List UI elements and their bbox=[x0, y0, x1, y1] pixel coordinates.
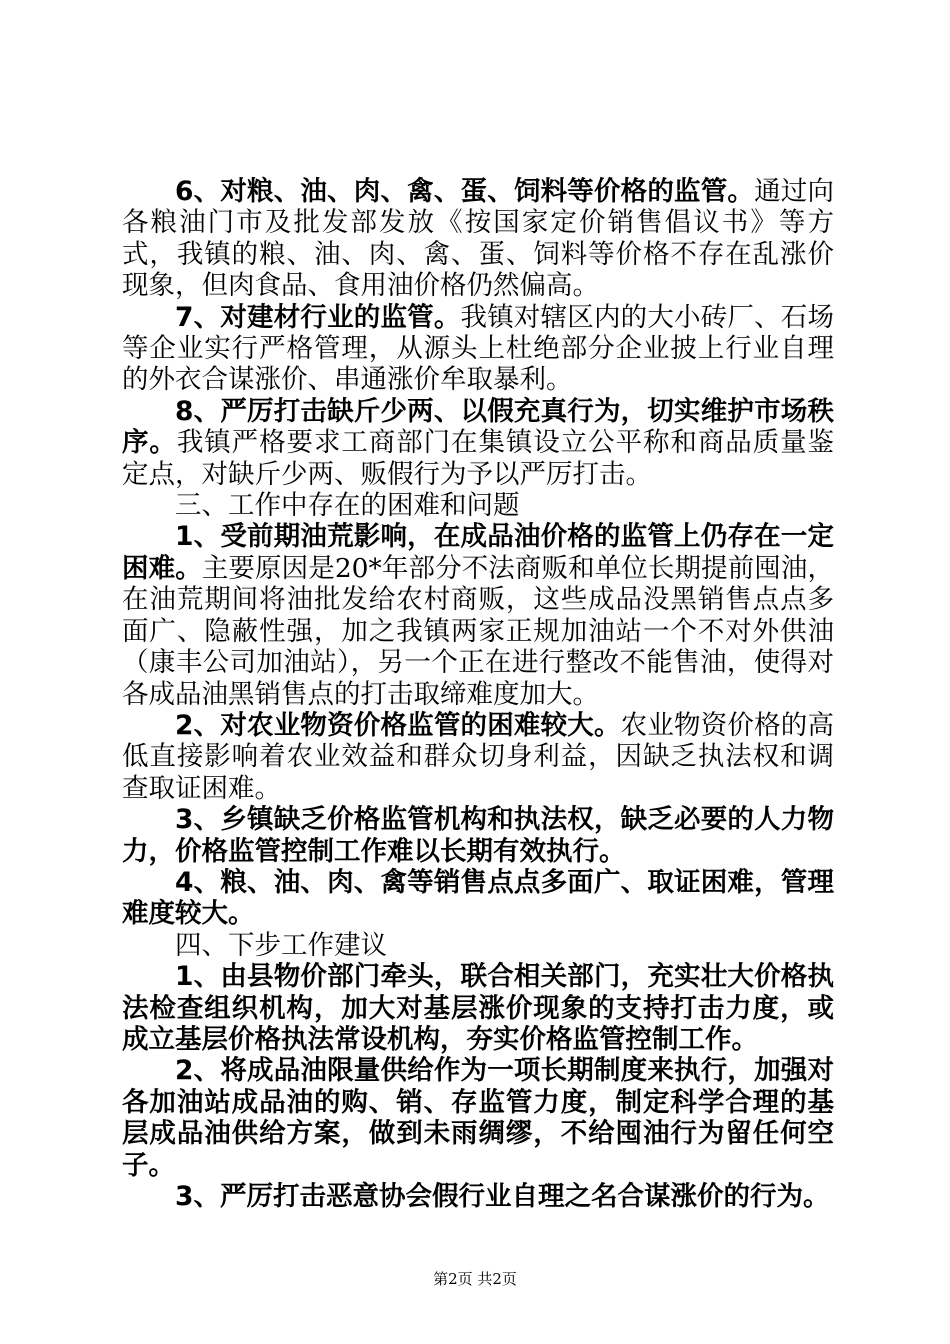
document-body bbox=[122, 176, 834, 1212]
paragraph-suggestion-2: 2、将成品油限量供给作为一项长期制度来执行，加强对各加油站成品油的购、销、存监管力度，制定科学合理的基层成品油供给方案，做到未雨绸缪，不给囤油行为留任何空子。 bbox=[122, 1055, 834, 1181]
paragraph-text: 主要原因是20*年部分不法商贩和单位长期提前囤油，在油荒期间将油批发给农村商贩，这些成品没黑销售点点多面广、隐蔽性强，加之我镇两家正规加油站一个不对外供油（康丰公司加油站），另一个正在进行整改不能售油，使得对各成品油黑销售点的打击取缔难度加大。 bbox=[122, 552, 834, 710]
paragraph-lead: 7、对建材行业的监管。 bbox=[175, 301, 461, 333]
paragraph-lead: 2、对农业物资价格监管的困难较大。 bbox=[175, 709, 621, 741]
paragraph-text: 我镇对辖区内的大小砖厂、石场等企业实行严格管理，从源头上杜绝部分企业披上行业自理的外衣合谋涨价、串通涨价牟取暴利。 bbox=[122, 301, 834, 396]
paragraph-agricultural-materials bbox=[122, 710, 834, 804]
paragraph-township-lacks-authority: 3、乡镇缺乏价格监管机构和执法权，缺乏必要的人力物力，价格监管控制工作难以长期有效执行。 bbox=[122, 804, 834, 867]
page-number-footer: 第2页 共2页 bbox=[433, 1270, 517, 1288]
paragraph-suggestion-1: 1、由县物价部门牵头，联合相关部门，充实壮大价格执法检查组织机构，加大对基层涨价现象的支持打击力度，或成立基层价格执法常设机构，夯实价格监管控制工作。 bbox=[122, 961, 834, 1055]
paragraph-suggestion-3: 3、严厉打击恶意协会假行业自理之名合谋涨价的行为。 bbox=[175, 1181, 830, 1212]
paragraph-lead: 1、受前期油荒影响，在成品油价格的监管上仍存在一定困难。 bbox=[122, 521, 834, 584]
paragraph-text: 我镇严格要求工商部门在集镇设立公平称和商品质量鉴定点，对缺斤少两、贩假行为予以严厉打击。 bbox=[122, 427, 835, 490]
section-heading-suggestions: 四、下步工作建议 bbox=[175, 929, 387, 961]
paragraph-lead: 8、严厉打击缺斤少两、以假充真行为，切实维护市场秩序。 bbox=[122, 395, 834, 459]
paragraph-grain-oil-supervision bbox=[122, 176, 834, 302]
section-heading-difficulties: 三、工作中存在的困难和问题 bbox=[175, 490, 520, 522]
paragraph-sales-points: 4、粮、油、肉、禽等销售点点多面广、取证困难，管理难度较大。 bbox=[122, 866, 834, 930]
paragraph-text: 通过向各粮油门市及批发部发放《按国家定价销售倡议书》等方式，我镇的粮、油、肉、禽、蛋、饲料等价格不存在乱涨价现象，但肉食品、食用油价格仍然偏高。 bbox=[122, 176, 834, 302]
paragraph-oil-shortage bbox=[122, 521, 834, 709]
paragraph-lead: 6、对粮、油、肉、禽、蛋、饲料等价格的监管。 bbox=[175, 176, 755, 207]
paragraph-building-materials-supervision bbox=[122, 302, 834, 396]
paragraph-market-order bbox=[122, 396, 834, 490]
paragraph-text: 农业物资价格的高低直接影响着农业效益和群众切身利益，因缺乏执法权和调查取证困难。 bbox=[122, 709, 834, 804]
